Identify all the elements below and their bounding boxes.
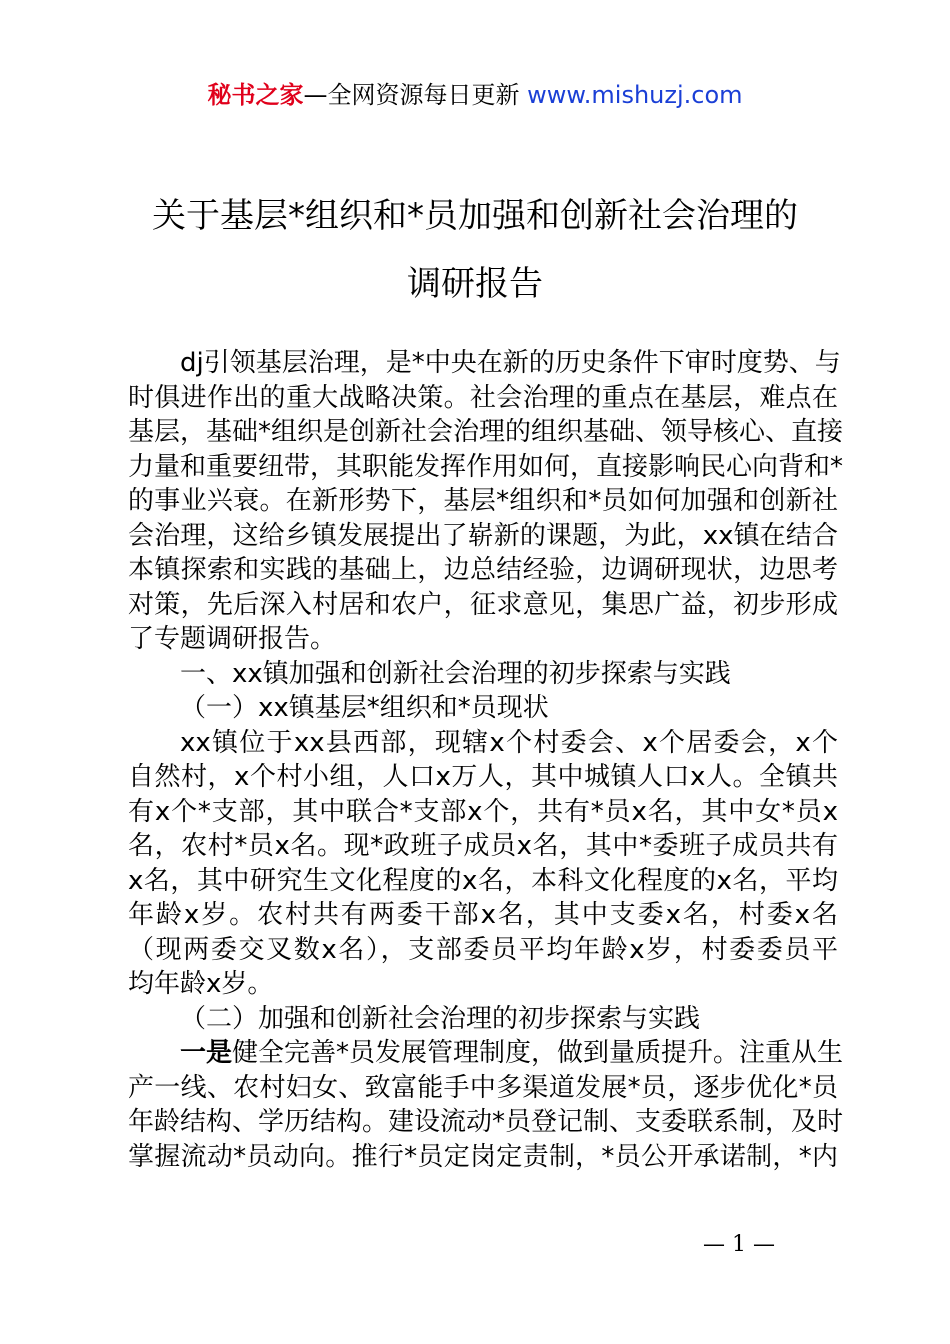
document-body	[128, 346, 844, 1174]
document-title-line-2: 调研报告	[407, 264, 543, 304]
paragraph-1-line: dj引领基层治理，是*中央在新的历史条件下审时度势、与	[180, 348, 841, 378]
paragraph-3-line: 年龄结构、学历结构。建设流动*员登记制、支委联系制，及时	[128, 1107, 844, 1137]
section-heading: 一、xx镇加强和创新社会治理的初步探索与实践	[180, 658, 731, 689]
paragraph-2-line: 自然村，x个村小组，人口x万人，其中城镇人口x人。全镇共	[128, 762, 838, 792]
paragraph-1-line: 了专题调研报告。	[128, 624, 337, 654]
document-title-line-1: 关于基层*组织和*员加强和创新社会治理的	[152, 196, 798, 236]
site-url-link[interactable]: www.mishuzj.com	[527, 81, 743, 109]
paragraph-2-line: （现两委交叉数x名），支部委员平均年龄x岁，村委委员平	[128, 934, 838, 965]
subsection-heading: （二）加强和创新社会治理的初步探索与实践	[180, 1003, 701, 1034]
paragraph-2-line: 有x个*支部，其中联合*支部x个，共有*员x名，其中女*员x	[128, 796, 838, 827]
paragraph-1-line: 的事业兴衰。在新形势下，基层*组织和*员如何加强和创新社	[128, 486, 838, 516]
paragraph-3-first-text: 健全完善*员发展管理制度，做到量质提升。注重从生	[232, 1038, 844, 1068]
brand-name: 秘书之家	[207, 81, 304, 109]
paragraph-1-line: 基层，基础*组织是创新社会治理的组织基础、领导核心、直接	[128, 417, 844, 447]
page-number: — 1 —	[703, 1232, 775, 1257]
paragraph-1-line: 对策，先后深入村居和农户，征求意见，集思广益，初步形成	[128, 589, 838, 620]
paragraph-2-line: 年龄x岁。农村共有两委干部x名，其中支委x名，村委x名	[128, 900, 838, 930]
paragraph-2-line: 均年龄x岁。	[128, 969, 274, 999]
header-tagline: —全网资源每日更新	[303, 81, 528, 109]
paragraph-1-line: 力量和重要纽带，其职能发挥作用如何，直接影响民心向背和*	[128, 451, 844, 482]
paragraph-1-line: 时俱进作出的重大战略决策。社会治理的重点在基层，难点在	[128, 382, 838, 413]
paragraph-3-line: 产一线、农村妇女、致富能手中多渠道发展*员，逐步优化*员	[128, 1072, 838, 1103]
paragraph-3-lead: 一是	[180, 1038, 233, 1068]
paragraph-2-line: xx镇位于xx县西部，现辖x个村委会、x个居委会，x个	[180, 727, 838, 758]
paragraph-3-line: 掌握流动*员动向。推行*员定岗定责制，*员公开承诺制，*内	[128, 1141, 838, 1172]
paragraph-2-line: x名，其中研究生文化程度的x名，本科文化程度的x名，平均	[128, 865, 838, 896]
paragraph-3-line	[128, 1036, 844, 1071]
paragraph-2-line: 名，农村*员x名。现*政班子成员x名，其中*委班子成员共有	[128, 831, 838, 861]
paragraph-1-line: 会治理，这给乡镇发展提出了崭新的课题，为此，xx镇在结合	[128, 520, 838, 551]
site-header	[0, 78, 950, 112]
subsection-heading: （一）xx镇基层*组织和*员现状	[180, 693, 549, 723]
paragraph-1-line: 本镇探索和实践的基础上，边总结经验，边调研现状，边思考	[128, 555, 838, 585]
